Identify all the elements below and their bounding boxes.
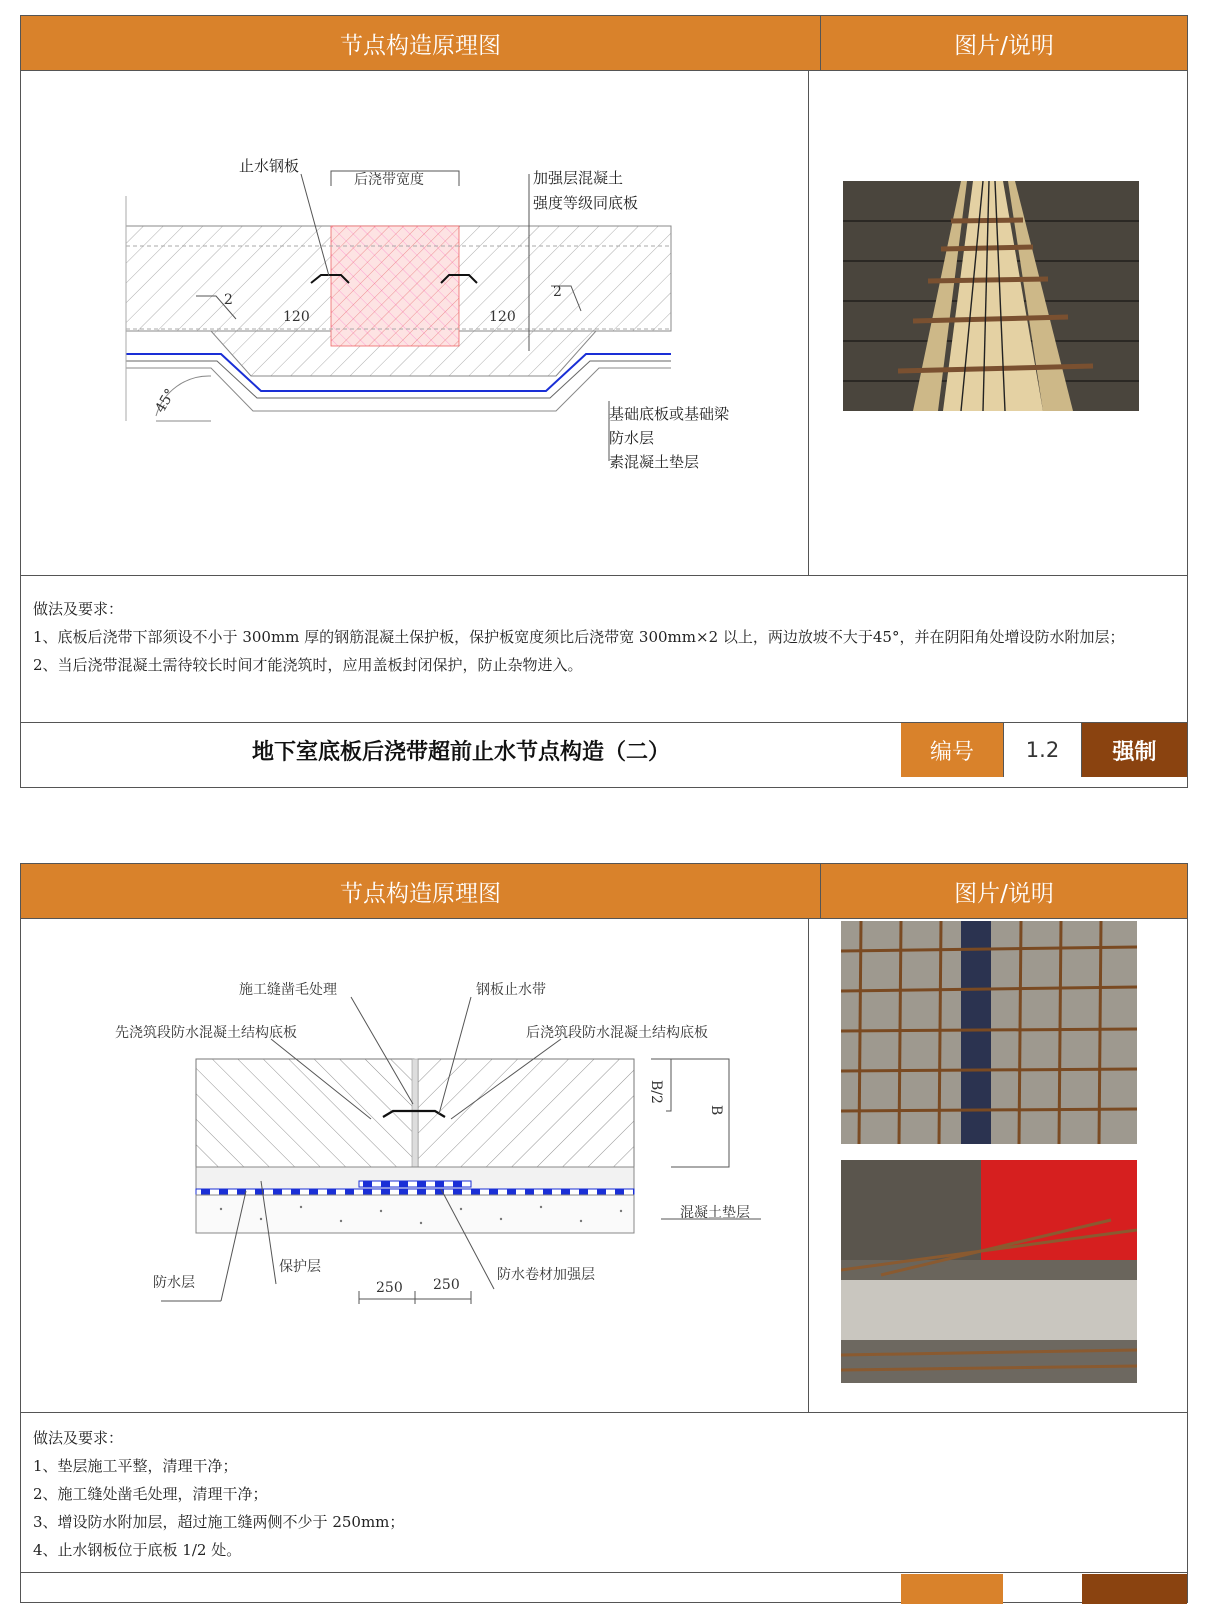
divider bbox=[21, 575, 1187, 576]
code-label-cutoff bbox=[901, 1574, 1003, 1604]
svg-text:120: 120 bbox=[489, 309, 516, 325]
mandatory-badge-cutoff bbox=[1082, 1574, 1187, 1604]
label-waterproof: 防水层 bbox=[153, 1275, 195, 1291]
note-item: 1、底板后浇带下部须设不小于 300mm 厚的钢筋混凝土保护板，保护板宽度须比后浇带宽 300mm×2 以上，两边放坡不大于45°，并在阴阳角处增设防水附加层； bbox=[33, 628, 1125, 646]
label-joint: 施工缝凿毛处理 bbox=[239, 982, 337, 998]
label-first-pour: 先浇筑段防水混凝土结构底板 bbox=[115, 1025, 297, 1041]
note-item: 2、施工缝处凿毛处理，清理干净； bbox=[33, 1485, 268, 1503]
footer-bar bbox=[21, 723, 1187, 777]
mandatory-badge: 强制 bbox=[1082, 723, 1187, 777]
svg-text:45°: 45° bbox=[152, 386, 179, 416]
code-label: 编号 bbox=[901, 723, 1003, 777]
header-diagram-title: 节点构造原理图 bbox=[21, 864, 821, 918]
header-photo-title: 图片/说明 bbox=[821, 864, 1187, 918]
requirements-notes bbox=[33, 1424, 1173, 1564]
code-value: 1.2 bbox=[1003, 723, 1082, 777]
header-photo-title: 图片/说明 bbox=[821, 16, 1187, 70]
svg-text:2: 2 bbox=[224, 292, 233, 308]
note-item: 2、当后浇带混凝土需待较长时间才能浇筑时，应用盖板封闭保护，防止杂物进入。 bbox=[33, 656, 583, 674]
label-waterproof: 防水层 bbox=[609, 429, 655, 447]
svg-text:B: B bbox=[708, 1105, 724, 1116]
rebar-photo bbox=[843, 181, 1139, 411]
label-cushion: 混凝土垫层 bbox=[680, 1205, 750, 1221]
post-pour-strip-diagram bbox=[21, 71, 807, 575]
requirements-notes bbox=[33, 595, 1173, 679]
svg-text:120: 120 bbox=[283, 309, 310, 325]
label-base: 基础底板或基础梁 bbox=[609, 405, 730, 423]
label-cushion: 素混凝土垫层 bbox=[609, 453, 700, 471]
node-title: 地下室底板后浇带超前止水节点构造（二） bbox=[251, 739, 670, 765]
divider bbox=[808, 70, 809, 575]
detail-card-1 bbox=[20, 15, 1188, 788]
construction-joint-diagram bbox=[21, 919, 807, 1413]
detail-card-2 bbox=[20, 863, 1188, 1603]
notes-title: 做法及要求： bbox=[33, 600, 124, 618]
divider bbox=[808, 918, 809, 1412]
joint-photo-bottom bbox=[841, 1160, 1137, 1383]
svg-text:250: 250 bbox=[433, 1277, 460, 1293]
notes-title: 做法及要求： bbox=[33, 1429, 124, 1447]
divider bbox=[21, 1572, 1187, 1573]
note-item: 4、止水钢板位于底板 1/2 处。 bbox=[33, 1541, 242, 1559]
joint-photo-top bbox=[841, 921, 1137, 1144]
label-membrane: 防水卷材加强层 bbox=[497, 1267, 595, 1283]
label-steel-stop: 钢板止水带 bbox=[476, 982, 546, 998]
header-diagram-title: 节点构造原理图 bbox=[21, 16, 821, 70]
svg-text:250: 250 bbox=[376, 1280, 403, 1296]
divider bbox=[21, 1412, 1187, 1413]
label-strip-width: 后浇带宽度 bbox=[354, 172, 424, 188]
label-waterstop: 止水钢板 bbox=[239, 157, 300, 175]
svg-text:B/2: B/2 bbox=[648, 1080, 664, 1104]
label-reinforce-grade: 强度等级同底板 bbox=[533, 194, 639, 212]
svg-text:2: 2 bbox=[553, 284, 562, 300]
label-protect: 保护层 bbox=[279, 1259, 321, 1275]
label-after-pour: 后浇筑段防水混凝土结构底板 bbox=[526, 1025, 708, 1041]
label-reinforce: 加强层混凝土 bbox=[533, 169, 624, 187]
note-item: 1、垫层施工平整，清理干净； bbox=[33, 1457, 238, 1475]
note-item: 3、增设防水附加层，超过施工缝两侧不少于 250mm； bbox=[33, 1513, 405, 1531]
